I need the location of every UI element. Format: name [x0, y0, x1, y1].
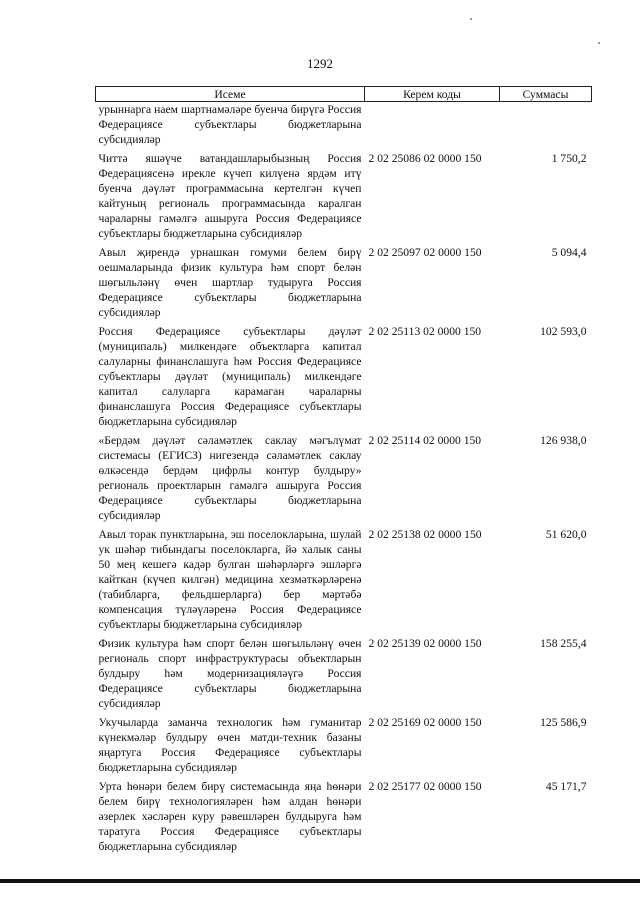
row-sum: 5 094,4	[551, 246, 587, 259]
row-code	[365, 102, 500, 151]
scan-speck	[598, 42, 600, 44]
row-name: Физик культура һәм спорт белән шөгыльләнү өчен региональ спорт инфраструктурасы объектларын булдыру һәм модернизацияләүгә Россия Федерациясе субъектлары бюджетларына субсидияләр	[98, 637, 362, 710]
row-name: Россия Федерациясе субъектлары дәүләт (муниципаль) милкендәге объектларга капитал салуларны финанслашуга һәм Россия Федерациясе субъектлары дәүләт (муниципаль) милкендәге капитал салуларга карамаган чараларны финанслашуга Россия Федерациясе субъектлары бюджетларына субсидияләр	[98, 325, 362, 428]
row-name: Авыл торак пунктларына, эш поселокларына, шулай ук шәһәр тибындагы поселокларга, йә халык саны 50 мең кешегә кадәр булган шәһәрләргә эшләргә кайткан (күчеп килгән) медицина хезмәткәрләренә (табибларга, фельдшерларга) бер мәртәбә компенсация түләүләренә Россия Федерациясе субъектлары бюджетларына субсидияләр	[98, 528, 362, 631]
row-name: Урта һөнәри белем бирү системасында яңа һөнәри белем бирү технологияләрен һәм алдан һөнәри әзерлек хәсләрен куру рәвешләрен булдыруга һәм таратуга Россия Федерациясе субъектлары бюджетларына субсидияләр	[98, 780, 362, 853]
row-code: 2 02 25139 02 0000 150	[368, 637, 482, 650]
row-name: «Бердәм дәүләт сәламәтлек саклау мәгълүмат системасы (ЕГИСЗ) нигезендә сәламәтлек саклау өлкәсендә бердәм цифрлы контур булдыру» региональ проектларын гамәлгә ашыруга Россия Федерациясе субъектлары бюджетларына субсидияләр	[98, 434, 362, 522]
row-sum: 102 593,0	[540, 325, 587, 338]
table-row	[96, 244, 592, 323]
row-sum: 45 171,7	[545, 780, 587, 793]
table-row	[96, 432, 592, 526]
row-code: 2 02 25169 02 0000 150	[368, 716, 482, 729]
row-code: 2 02 25086 02 0000 150	[368, 152, 482, 165]
table-row	[96, 150, 592, 244]
row-code: 2 02 25138 02 0000 150	[368, 528, 482, 541]
row-sum: 126 938,0	[540, 434, 587, 447]
column-header-sum: Суммасы	[500, 87, 592, 102]
row-code: 2 02 25177 02 0000 150	[368, 780, 482, 793]
row-name: Укучыларда заманча технологик һәм гуманитар күнекмәләр булдыру өчен матди-техник базаны яңартуга Россия Федерациясе субъектлары бюджетларына субсидияләр	[98, 716, 362, 774]
row-name: Авыл җирендә урнашкан гомуми белем бирү оешмаларында физик культура һәм спорт белән шөгыльләнү өчен шартлар тудыруга Россия Федерациясе субъектлары бюджетларына субсидияләр	[98, 246, 362, 319]
table-row	[96, 714, 592, 778]
row-sum: 51 620,0	[545, 528, 587, 541]
row-code: 2 02 25097 02 0000 150	[368, 246, 482, 259]
row-sum	[500, 102, 592, 151]
row-name: Читтә яшәүче ватандашларыбызның Россия Федерациясенә ирекле күчеп килүенә ярдәм итү буенча дәүләт программасына кертелгән күчеп кайтуның региональ программасында каралган чараларны гамәлгә ашыруга Россия Федерациясе субъектлары бюджетларына субсидияләр	[98, 152, 362, 240]
table-row	[96, 526, 592, 635]
row-sum: 158 255,4	[540, 637, 587, 650]
table-row	[96, 635, 592, 714]
page-number: 1292	[307, 56, 333, 71]
column-header-name: Исеме	[96, 87, 365, 102]
row-sum: 1 750,2	[551, 152, 587, 165]
table-header-row	[96, 87, 592, 102]
table-row	[96, 323, 592, 432]
row-code: 2 02 25114 02 0000 150	[368, 434, 482, 447]
scan-edge-bar	[0, 879, 640, 883]
table-row	[96, 778, 592, 857]
row-name: урыннарга наем шартнамәләре буенча бирүгә Россия Федерациясе субъектлары бюджетларына субсидияләр	[98, 103, 362, 146]
row-sum: 125 586,9	[540, 716, 587, 729]
scan-speck	[470, 18, 472, 20]
column-header-code: Керем коды	[365, 87, 500, 102]
row-code: 2 02 25113 02 0000 150	[368, 325, 482, 338]
table-row	[96, 102, 592, 151]
budget-table	[95, 86, 592, 857]
